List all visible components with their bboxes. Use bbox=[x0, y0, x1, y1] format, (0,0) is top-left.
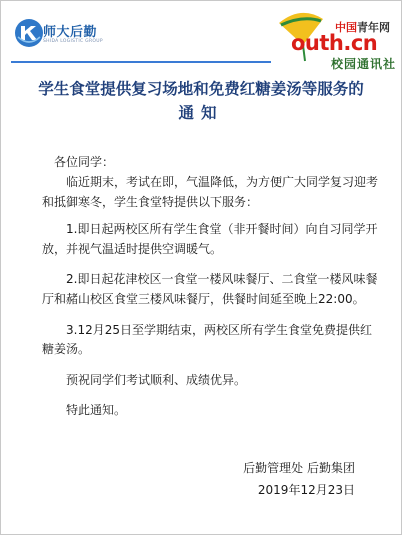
header-divider bbox=[11, 61, 271, 63]
shida-brand-name: 师大后勤 bbox=[43, 25, 98, 40]
notice-paragraph: 3.12月25日至学期结束，两校区所有学生食堂免费提供红糖姜汤。 bbox=[42, 322, 372, 357]
notice-paragraph: 预祝同学们考试顺利、成绩优异。 bbox=[66, 372, 247, 387]
youth-cn-logo bbox=[273, 9, 399, 71]
signature-organization: 后勤管理处 后勤集团 bbox=[243, 461, 355, 475]
shida-logistics-logo bbox=[13, 17, 103, 53]
notice-body bbox=[42, 153, 382, 431]
youth-domain-name: outh.cn bbox=[291, 31, 378, 55]
notice-paragraph: 1.即日起两校区所有学生食堂（非开餐时间）向自习同学开放，并视气温适时提供空调暖气。 bbox=[42, 222, 378, 257]
youth-campus-agency: 校园通讯社 bbox=[331, 57, 397, 71]
youth-site-name-dark: 青年网 bbox=[357, 21, 390, 34]
notice-paragraph: 特此通知。 bbox=[66, 402, 127, 417]
notice-paragraph: 临近期末，考试在即，气温降低，为方便广大同学复习迎考和抵御寒冬，学生食堂特提供以下服务： bbox=[42, 174, 379, 209]
shida-brand-subtitle: SHIDA LOGISTIC GROUP bbox=[43, 39, 103, 44]
notice-title-line1: 学生食堂提供复习场地和免费红糖姜汤等服务的 bbox=[38, 80, 364, 98]
youth-site-name-red: 中国 bbox=[335, 21, 357, 34]
notice-title-line2: 通知 bbox=[178, 104, 224, 122]
notice-paragraph: 2.即日起花津校区一食堂一楼风味餐厅、二食堂一楼风味餐厅和赭山校区食堂三楼风味餐厅，供餐时间延至晚上22:00。 bbox=[42, 272, 378, 307]
notice-greeting: 各位同学： bbox=[54, 155, 115, 169]
signature-date: 2019年12月23日 bbox=[257, 483, 355, 497]
shida-emblem-icon bbox=[13, 17, 45, 49]
